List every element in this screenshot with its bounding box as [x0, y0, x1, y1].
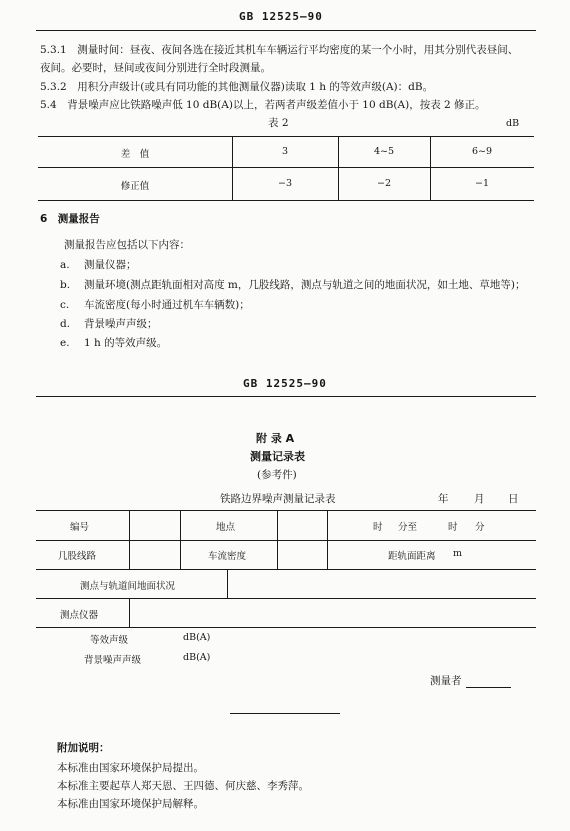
table-2-row-label: 差 值 — [120, 149, 150, 160]
header-rule — [36, 396, 536, 397]
table-2-unit: dB — [506, 118, 520, 129]
list-item: 车流密度(每小时通过机车车辆数)； — [84, 299, 250, 311]
form-rule — [36, 540, 536, 541]
signature-line — [466, 678, 511, 688]
measurer-signature — [430, 674, 511, 688]
list-marker: d. — [60, 318, 71, 330]
date-day-label: 日 — [508, 493, 519, 505]
clause-5-3-2: 5.3.2 用积分声级计(或具有同功能的其他测量仪器)读取 1 h 的等效声级(A)：dB。 — [40, 81, 434, 93]
table-2-cell: −3 — [277, 178, 292, 189]
form-divider — [277, 510, 278, 569]
time-label-to: 分至 — [398, 522, 418, 533]
form-divider — [327, 510, 328, 569]
density-label: 车流密度 — [208, 551, 247, 562]
header-rule — [36, 30, 536, 31]
list-marker: a. — [60, 259, 70, 271]
list-marker: b. — [60, 279, 71, 291]
page-header: GB 12525—90 — [243, 377, 327, 390]
form-divider — [227, 569, 228, 598]
table-2-row-label: 修正值 — [120, 181, 150, 192]
clause-5-3-1-line-2: 夜间。必要时，昼间或夜间分别进行全时段测量。 — [40, 62, 271, 74]
date-year-label: 年 — [438, 493, 449, 505]
table-2-rule-bottom — [38, 200, 534, 201]
site-label: 地点 — [216, 522, 236, 533]
page-header: GB 12525—90 — [239, 10, 323, 23]
form-rule — [36, 598, 536, 599]
background-level-unit: dB(A) — [183, 652, 211, 663]
table-2-cell: 3 — [281, 146, 289, 157]
form-rule — [36, 569, 536, 570]
lines-label: 几股线路 — [58, 551, 97, 562]
table-2-caption: 表 2 — [268, 117, 289, 129]
distance-unit: m — [453, 548, 463, 559]
time-label-hour-end: 时 — [448, 522, 458, 533]
section-6-title: 6 测量报告 — [40, 213, 100, 225]
clause-5-3-1-line-1: 5.3.1 测量时间：昼夜、夜间各选在接近其机车车辆运行平均密度的某一个小时，用其分别代表昼间、 — [40, 44, 519, 56]
measurer-label: 测量者 — [430, 675, 462, 687]
list-item: 1 h 的等效声级。 — [84, 337, 168, 349]
list-item: 测量仪器； — [84, 259, 137, 271]
form-rule — [36, 627, 536, 628]
time-label-minute-end: 分 — [475, 522, 485, 533]
equivalent-level-label: 等效声级 — [90, 635, 129, 646]
additional-note: 本标准由国家环境保护局解释。 — [57, 798, 204, 810]
appendix-note: (参考件) — [257, 469, 297, 481]
list-item: 测量环境(测点距轨面相对高度 m，几股线路，测点与轨道之间的地面状况，如土地、草地等)； — [84, 279, 526, 291]
equivalent-level-unit: dB(A) — [183, 632, 211, 643]
form-divider — [129, 598, 130, 627]
instrument-label: 测点仪器 — [60, 610, 99, 621]
appendix-label: 附 录 A — [256, 432, 295, 445]
form-divider — [129, 510, 130, 569]
table-2-cell: 4~5 — [373, 146, 395, 157]
form-title: 铁路边界噪声测量记录表 — [220, 493, 336, 505]
list-marker: e. — [60, 337, 70, 349]
additional-note: 本标准由国家环境保护局提出。 — [57, 762, 204, 774]
clause-5-4: 5.4 背景噪声应比铁路噪声低 10 dB(A)以上，若两者声级差值小于 10 dB(A)，按表 2 修正。 — [40, 99, 486, 111]
additional-notes-title: 附加说明： — [57, 742, 110, 754]
ground-condition-label: 测点与轨道间地面状况 — [80, 581, 176, 592]
date-month-label: 月 — [474, 493, 485, 505]
table-2-cell: −2 — [376, 178, 391, 189]
table-2-cell: 6~9 — [471, 146, 493, 157]
end-rule — [230, 713, 340, 714]
section-6-intro: 测量报告应包括以下内容： — [64, 239, 190, 251]
distance-label: 距轨面距离 — [388, 551, 436, 562]
additional-note: 本标准主要起草人郑天恩、王四德、何庆慈、李秀萍。 — [57, 780, 309, 792]
id-label: 编号 — [70, 522, 90, 533]
list-item: 背景噪声声级； — [84, 318, 158, 330]
appendix-title: 测量记录表 — [250, 450, 305, 463]
table-2-cell: −1 — [474, 178, 489, 189]
form-divider — [180, 510, 181, 569]
time-label-hour: 时 — [373, 522, 383, 533]
background-level-label: 背景噪声声级 — [84, 655, 142, 666]
list-marker: c. — [60, 299, 70, 311]
form-rule — [36, 510, 536, 511]
table-2-rule-top — [38, 136, 534, 137]
table-2-rule-mid — [38, 167, 534, 168]
